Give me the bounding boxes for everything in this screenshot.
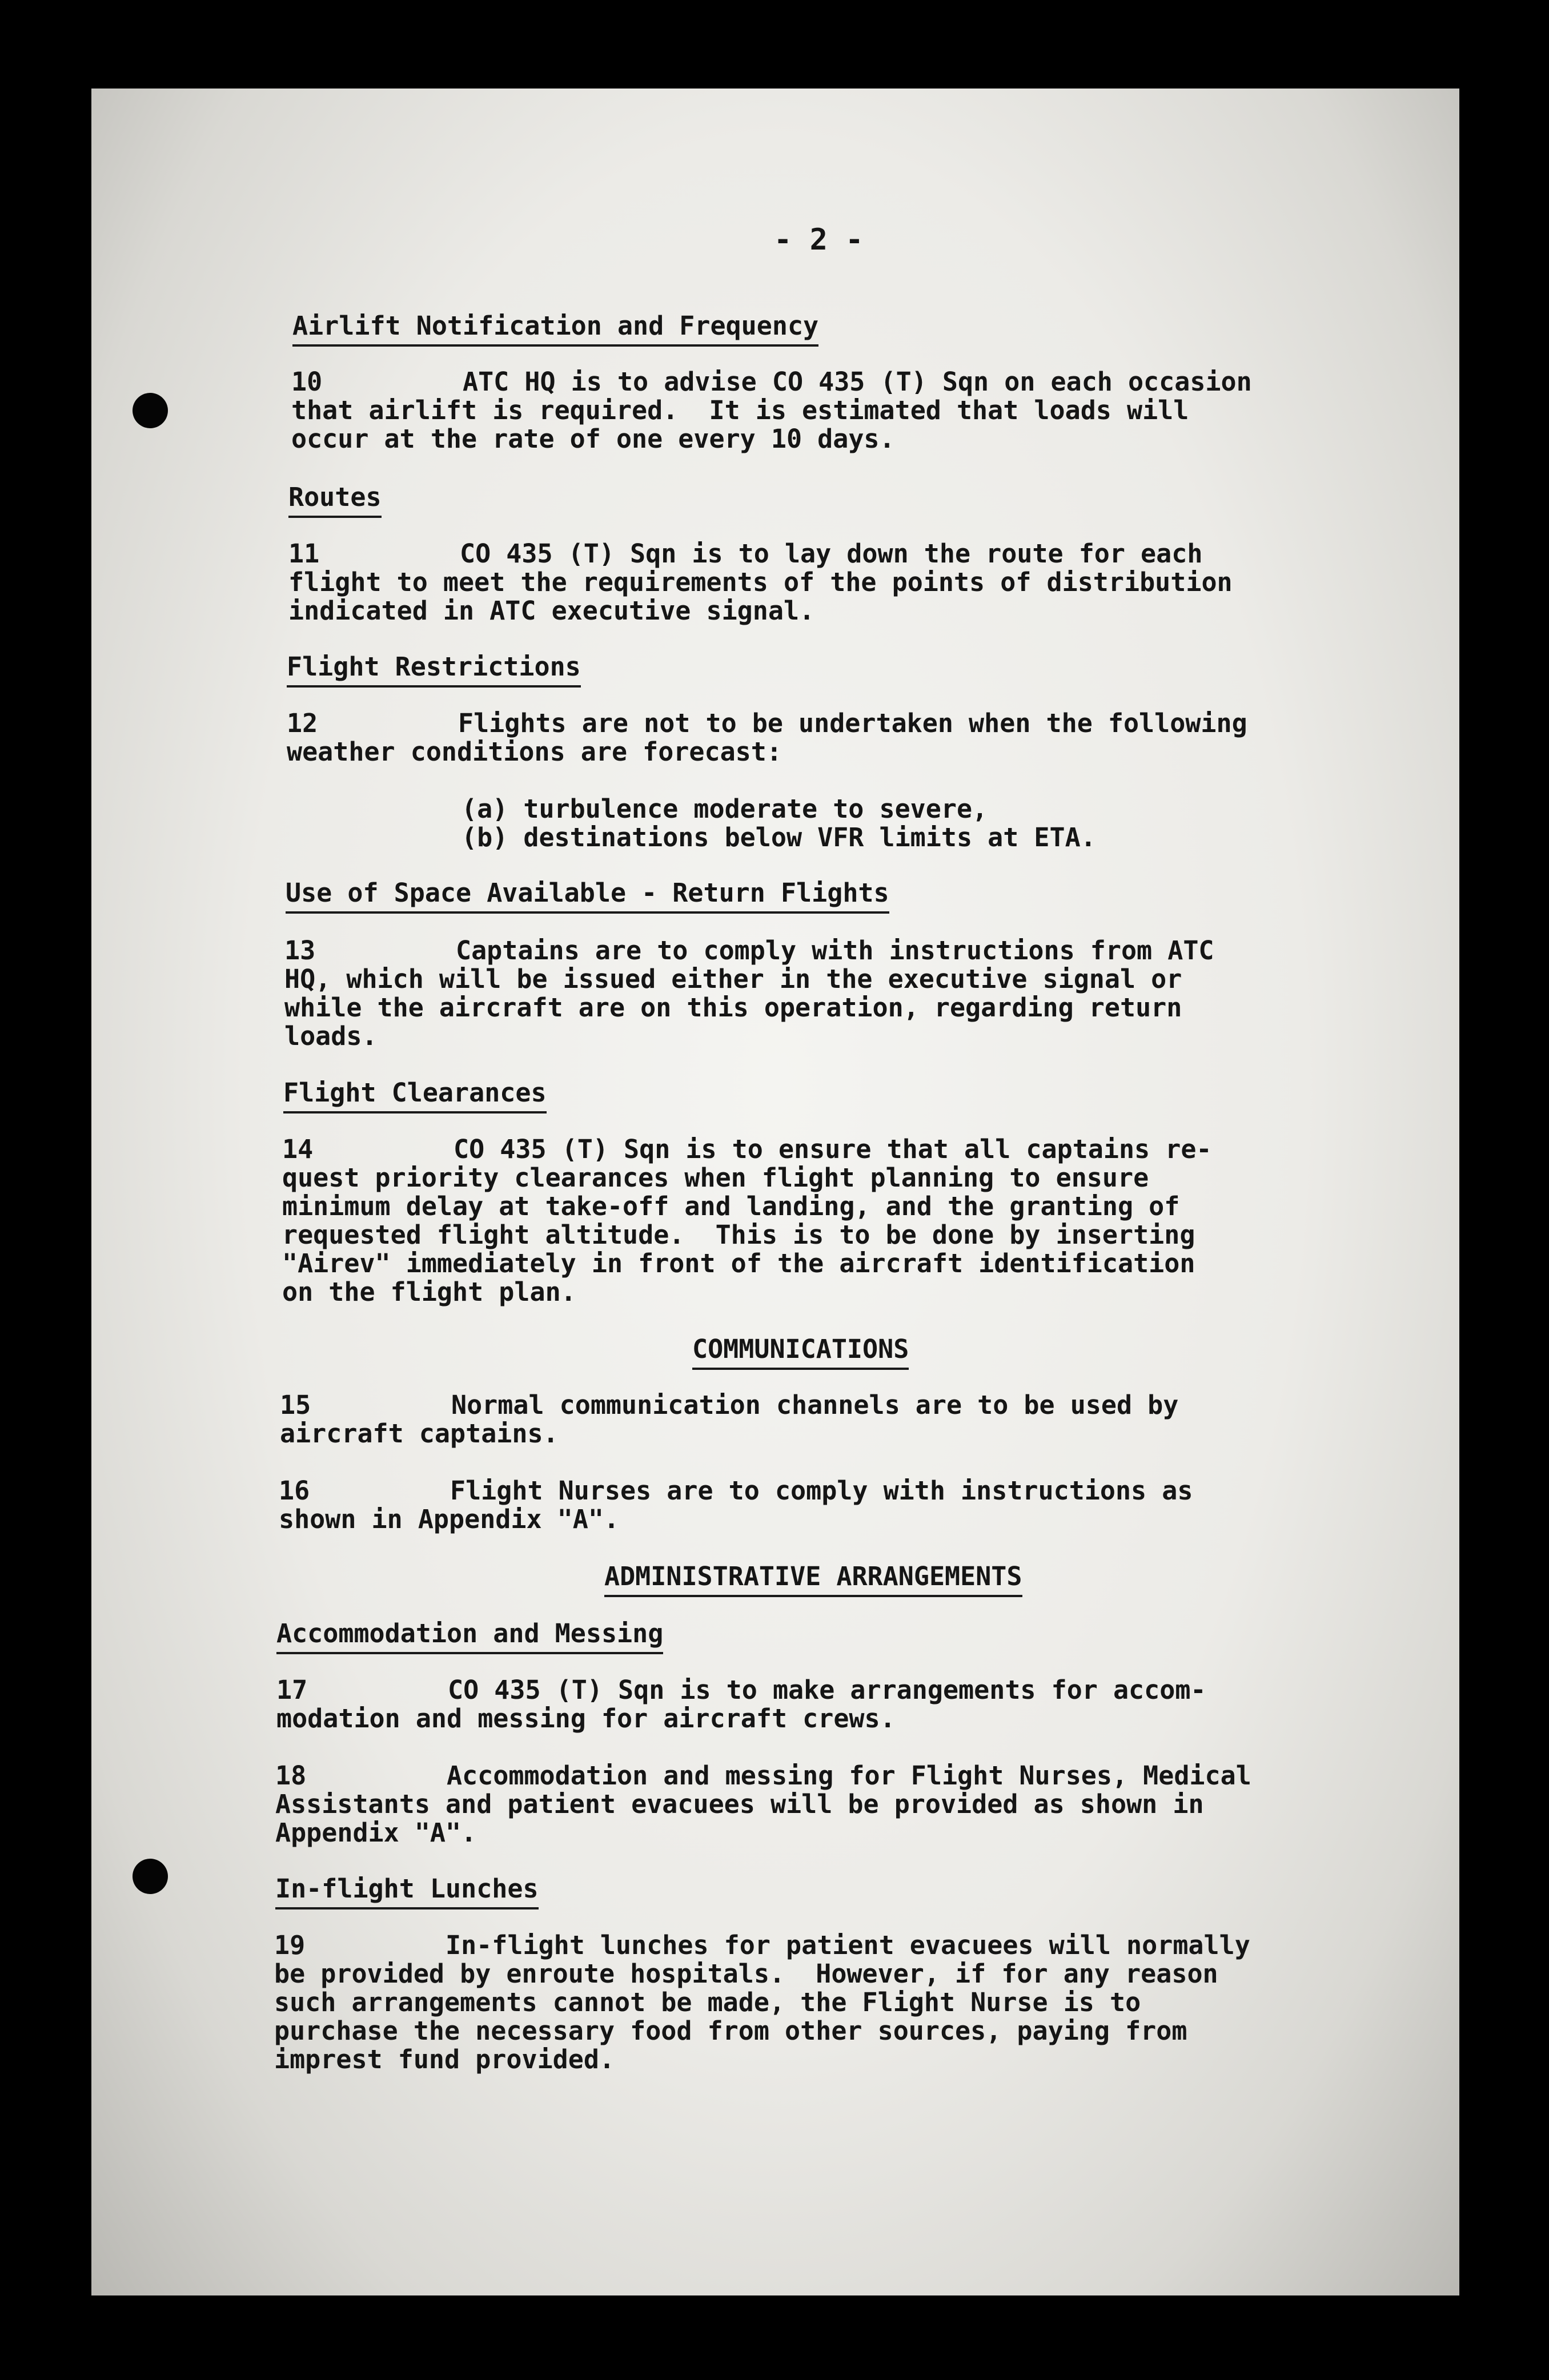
- heading-airlift-notification: Airlift Notification and Frequency: [292, 311, 818, 347]
- paragraph-line: weather conditions are forecast:: [287, 737, 782, 767]
- heading-administrative-arrangements: ADMINISTRATIVE ARRANGEMENTS: [604, 1562, 1022, 1597]
- paragraph-line: occur at the rate of one every 10 days.: [291, 424, 895, 454]
- paragraph-number: 15: [280, 1390, 311, 1420]
- paragraph-line: CO 435 (T) Sqn is to make arrangements for accom-: [448, 1675, 1206, 1705]
- paragraph-number: 11: [288, 538, 320, 569]
- paragraph-15: [280, 1391, 1178, 1448]
- heading-accommodation-messing: Accommodation and Messing: [276, 1619, 663, 1654]
- paragraph-line: be provided by enroute hospitals. However, if for any reason: [274, 1959, 1218, 1989]
- paragraph-line: loads.: [284, 1021, 378, 1051]
- list-item: (a) turbulence moderate to severe,: [462, 794, 988, 824]
- paragraph-11: [288, 540, 1233, 625]
- paragraph-line: Appendix "A".: [275, 1818, 477, 1848]
- paragraph-line: on the flight plan.: [282, 1277, 576, 1307]
- paragraph-16: [279, 1477, 1193, 1534]
- heading-flight-clearances: Flight Clearances: [283, 1078, 547, 1113]
- condition-list: [462, 795, 1096, 852]
- punch-hole: [133, 393, 168, 428]
- paragraph-line: Assistants and patient evacuees will be provided as shown in: [275, 1789, 1204, 1819]
- paragraph-line: requested flight altitude. This is to be done by inserting: [282, 1220, 1195, 1250]
- paragraph-line: while the aircraft are on this operation, regarding return: [284, 992, 1182, 1023]
- paragraph-line: Flights are not to be undertaken when the following: [458, 708, 1247, 738]
- heading-flight-restrictions: Flight Restrictions: [287, 652, 581, 688]
- paragraph-14: [282, 1135, 1212, 1306]
- paragraph-18: [275, 1762, 1251, 1847]
- paragraph-number: 16: [279, 1476, 310, 1506]
- paragraph-line: shown in Appendix "A".: [279, 1504, 620, 1534]
- paragraph-10: [291, 368, 1252, 453]
- paragraph-17: [276, 1676, 1206, 1733]
- paragraph-line: flight to meet the requirements of the points of distribution: [288, 567, 1233, 597]
- heading-routes: Routes: [288, 483, 382, 518]
- paragraph-number: 19: [274, 1930, 306, 1960]
- paragraph-line: ATC HQ is to advise CO 435 (T) Sqn on each occasion: [463, 367, 1252, 397]
- paragraph-line: Flight Nurses are to comply with instructions as: [450, 1476, 1193, 1506]
- list-item: (b) destinations below VFR limits at ETA.: [462, 822, 1096, 853]
- paragraph-line: indicated in ATC executive signal.: [288, 596, 815, 626]
- paragraph-12: [287, 709, 1247, 766]
- paragraph-number: 12: [287, 708, 318, 738]
- paragraph-number: 13: [284, 935, 316, 966]
- paragraph-line: purchase the necessary food from other sources, paying from: [274, 2016, 1187, 2046]
- paragraph-line: In-flight lunches for patient evacuees will normally: [446, 1930, 1250, 1960]
- paragraph-line: "Airev" immediately in front of the aircraft identification: [282, 1248, 1195, 1279]
- page-number: - 2 -: [774, 223, 864, 257]
- paragraph-13: [284, 936, 1214, 1051]
- paragraph-line: Accommodation and messing for Flight Nurses, Medical: [447, 1760, 1251, 1791]
- paragraph-line: Captains are to comply with instructions from ATC: [456, 935, 1214, 966]
- paragraph-line: that airlift is required. It is estimated that loads will: [291, 395, 1189, 425]
- paragraph-line: minimum delay at take-off and landing, and the granting of: [282, 1191, 1180, 1221]
- paragraph-line: quest priority clearances when flight planning to ensure: [282, 1163, 1149, 1193]
- paragraph-line: modation and messing for aircraft crews.: [276, 1703, 896, 1734]
- punch-hole: [133, 1859, 168, 1894]
- paragraph-line: such arrangements cannot be made, the Flight Nurse is to: [274, 1987, 1141, 2017]
- paragraph-number: 10: [291, 367, 323, 397]
- paragraph-line: aircraft captains.: [280, 1418, 559, 1449]
- paragraph-line: CO 435 (T) Sqn is to ensure that all captains re-: [454, 1134, 1212, 1164]
- paragraph-line: HQ, which will be issued either in the executive signal or: [284, 964, 1182, 994]
- paragraph-line: imprest fund provided.: [274, 2044, 615, 2075]
- heading-communications: COMMUNICATIONS: [692, 1334, 909, 1370]
- paragraph-number: 17: [276, 1675, 308, 1705]
- paragraph-line: Normal communication channels are to be used by: [451, 1390, 1179, 1420]
- paragraph-19: [274, 1931, 1250, 2074]
- paragraph-line: CO 435 (T) Sqn is to lay down the route for each: [460, 538, 1203, 569]
- paragraph-number: 18: [275, 1760, 307, 1791]
- heading-space-available: Use of Space Available - Return Flights: [286, 878, 889, 914]
- heading-in-flight-lunches: In-flight Lunches: [275, 1874, 539, 1909]
- paragraph-number: 14: [282, 1134, 314, 1164]
